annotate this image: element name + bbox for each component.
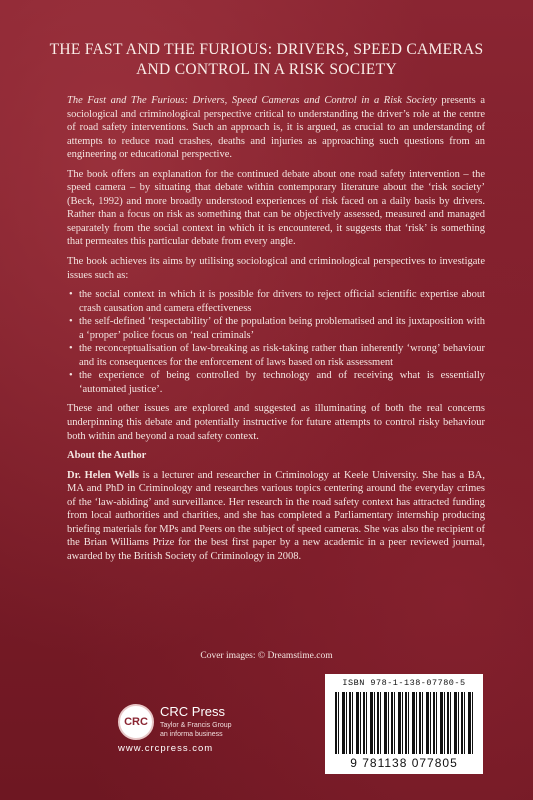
paragraph-4: These and other issues are explored and suggested as illuminating of both the real concerns underpinning this debate and potentially instructive for future attempts to control risky behaviour both within and beyond a road safety context. <box>67 403 485 442</box>
publisher-logo <box>118 702 258 746</box>
publisher-subtitle <box>160 721 232 739</box>
intro-paragraph <box>67 94 485 162</box>
isbn-label: ISBN 978-1-138-07780-5 <box>342 678 466 688</box>
author-name: Dr. Helen Wells <box>67 469 139 481</box>
book-title: THE FAST AND THE FURIOUS: DRIVERS, SPEED CAMERAS AND CONTROL IN A RISK SOCIETY <box>49 41 484 78</box>
barcode-bars <box>335 692 473 754</box>
cover-credit: Cover images: © Dreamstime.com <box>200 651 333 661</box>
author-bio <box>67 469 485 564</box>
publisher-tagline: an informa business <box>160 731 223 738</box>
list-item: • the social context in which it is possible for drivers to reject official scientific expertise about crash causation and camera effectiveness <box>79 288 485 315</box>
publisher-name: CRC Press <box>160 704 226 719</box>
list-item: • the self-defined ‘respectability’ of the population being problematised and its juxtaposition with a ‘proper’ police focus on ‘real criminals’ <box>79 315 485 342</box>
list-item: • the experience of being controlled by technology and of receiving what is essentially ‘automated justice’. <box>79 369 485 396</box>
intro-text: presents a sociological and criminological perspective critical to understanding the driver’s role at the centre of road safety interventions. Such an approach is, it is argued, as crucial to an understanding of attempts to reduce road crashes, deaths and injuries as approaching such questions from an engineering or educational perspective. <box>67 95 485 161</box>
publisher-group: Taylor & Francis Group <box>160 722 232 729</box>
issues-list <box>67 288 485 396</box>
paragraph-2: The book offers an explanation for the continued debate about one road safety intervention – the speed camera – by situating that debate within contemporary literature about the ‘risk society’ (Beck, 1992) and more broadly understood experiences of risk faced on a daily basis by drivers. Rather than a focus on risk as something that can be objectively assessed, measured and managed separately from the social context in which it is encountered, it suggests that ‘risk’ is something that permeates this particular debate from every angle. <box>67 168 485 248</box>
intro-italic-title: The Fast and The Furious: Drivers, Speed Cameras and Control in a Risk Society <box>67 95 437 106</box>
list-item: • the reconceptualisation of law-breaking as risk-taking rather than inherently ‘wrong’ behaviour and its consequences for the enforcement of laws based on risk assessment <box>79 342 485 369</box>
crc-logo-icon: CRC <box>118 704 154 740</box>
barcode-number: 9 781138 077805 <box>350 756 458 770</box>
publisher-website: www.crcpress.com <box>118 743 214 754</box>
barcode <box>325 674 483 774</box>
paragraph-3: The book achieves its aims by utilising sociological and criminological perspectives to investigate issues such as: <box>67 256 485 281</box>
about-author-heading: About the Author <box>67 450 147 462</box>
author-bio-text: is a lecturer and researcher in Criminology at Keele University. She has a BA, MA and PhD in Criminology and researches various topics centering around the everyday crimes of the ‘law-abiding’ and surveillance. Her research in the road safety context has attracted funding from local authorities and charities, and she has completed a Parliamentary internship producing briefing materials for MPs and Peers on the subject of speed cameras. She was also the recipient of the Brian Williams Prize for the best first paper by a new academic in a peer reviewed journal, awarded by the British Society of Criminology in 2008. <box>67 469 485 562</box>
description <box>67 94 485 570</box>
